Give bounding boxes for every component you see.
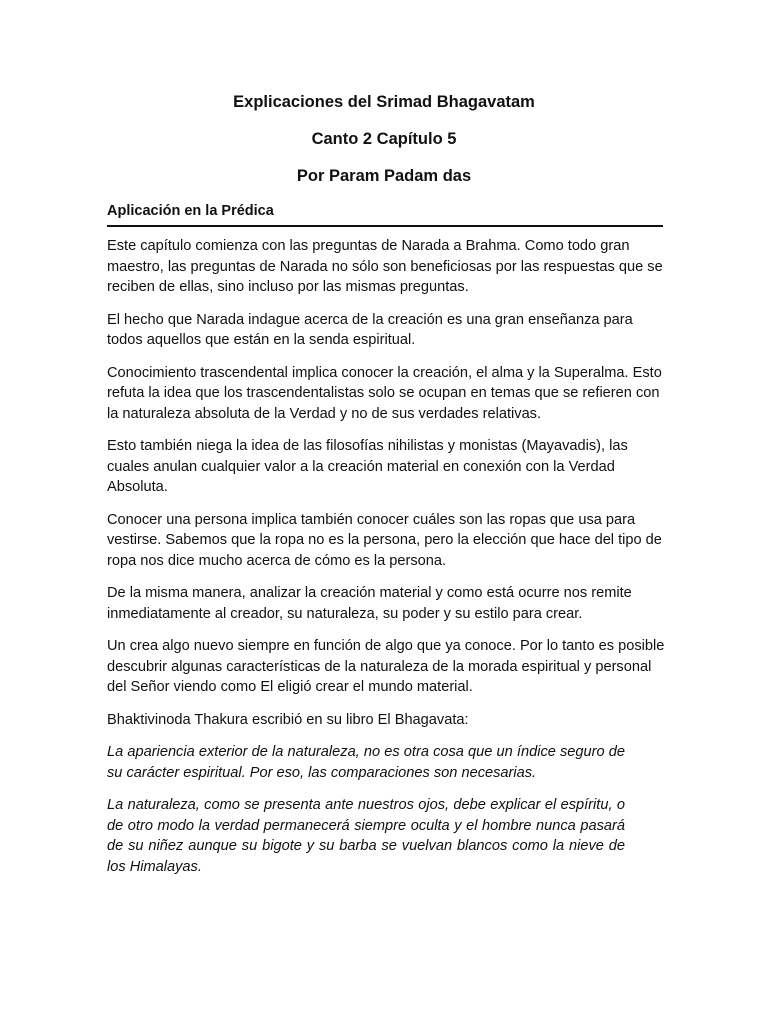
- paragraph: De la misma manera, analizar la creación material y como está ocurre nos remite inmediatamente al creador, su naturaleza, su poder y su estilo para crear.: [107, 585, 632, 622]
- block-quote: La apariencia exterior de la naturaleza, no es otra cosa que un índice seguro de su carácter espiritual. Por eso, las comparaciones son necesarias.: [107, 744, 625, 781]
- paragraph: El hecho que Narada indague acerca de la creación es una gran enseñanza para todos aquellos que están en la senda espiritual.: [107, 311, 633, 348]
- document-title: Explicaciones del Srimad Bhagavatam: [233, 93, 535, 111]
- document-subtitle: Canto 2 Capítulo 5: [311, 130, 457, 148]
- paragraph: Conocer una persona implica también conocer cuáles son las ropas que usa para vestirse. Sabemos que la ropa no es la persona, pero la elección que hace del tipo de ropa nos dice mucho acerca de cómo es la persona.: [107, 511, 662, 569]
- paragraph: Este capítulo comienza con las preguntas de Narada a Brahma. Como todo gran maestro, las preguntas de Narada no sólo son beneficiosas por las respuestas que se reciben de ellas, sino incluso por las mismas preguntas.: [107, 238, 663, 295]
- paragraph: Bhaktivinoda Thakura escribió en su libro El Bhagavata:: [107, 711, 469, 728]
- section-heading: Aplicación en la Prédica: [107, 202, 663, 227]
- block-quote: La naturaleza, como se presenta ante nuestros ojos, debe explicar el espíritu, o de otro modo la verdad permanecerá siempre oculta y el hombre nunca pasará de su niñez aunque su bigote y su barba se vuelvan blancos como la nieve de los Himalayas.: [107, 797, 625, 875]
- document-body: [107, 236, 667, 889]
- paragraph: Esto también niega la idea de las filosofías nihilistas y monistas (Mayavadis), las cuales anulan cualquier valor a la creación material en conexión con la Verdad Absoluta.: [107, 438, 628, 495]
- paragraph: Un crea algo nuevo siempre en función de algo que ya conoce. Por lo tanto es posible descubrir algunas características de la naturaleza de la morada espiritual y personal del Señor viendo como El eligió crear el mundo material.: [107, 638, 665, 695]
- document-author: Por Param Padam das: [296, 167, 472, 185]
- paragraph: Conocimiento trascendental implica conocer la creación, el alma y la Superalma. Esto refuta la idea que los trascendentalistas solo se ocupan en temas que se refieren con la naturaleza absoluta de la Verdad y no de sus verdades relativas.: [107, 364, 662, 422]
